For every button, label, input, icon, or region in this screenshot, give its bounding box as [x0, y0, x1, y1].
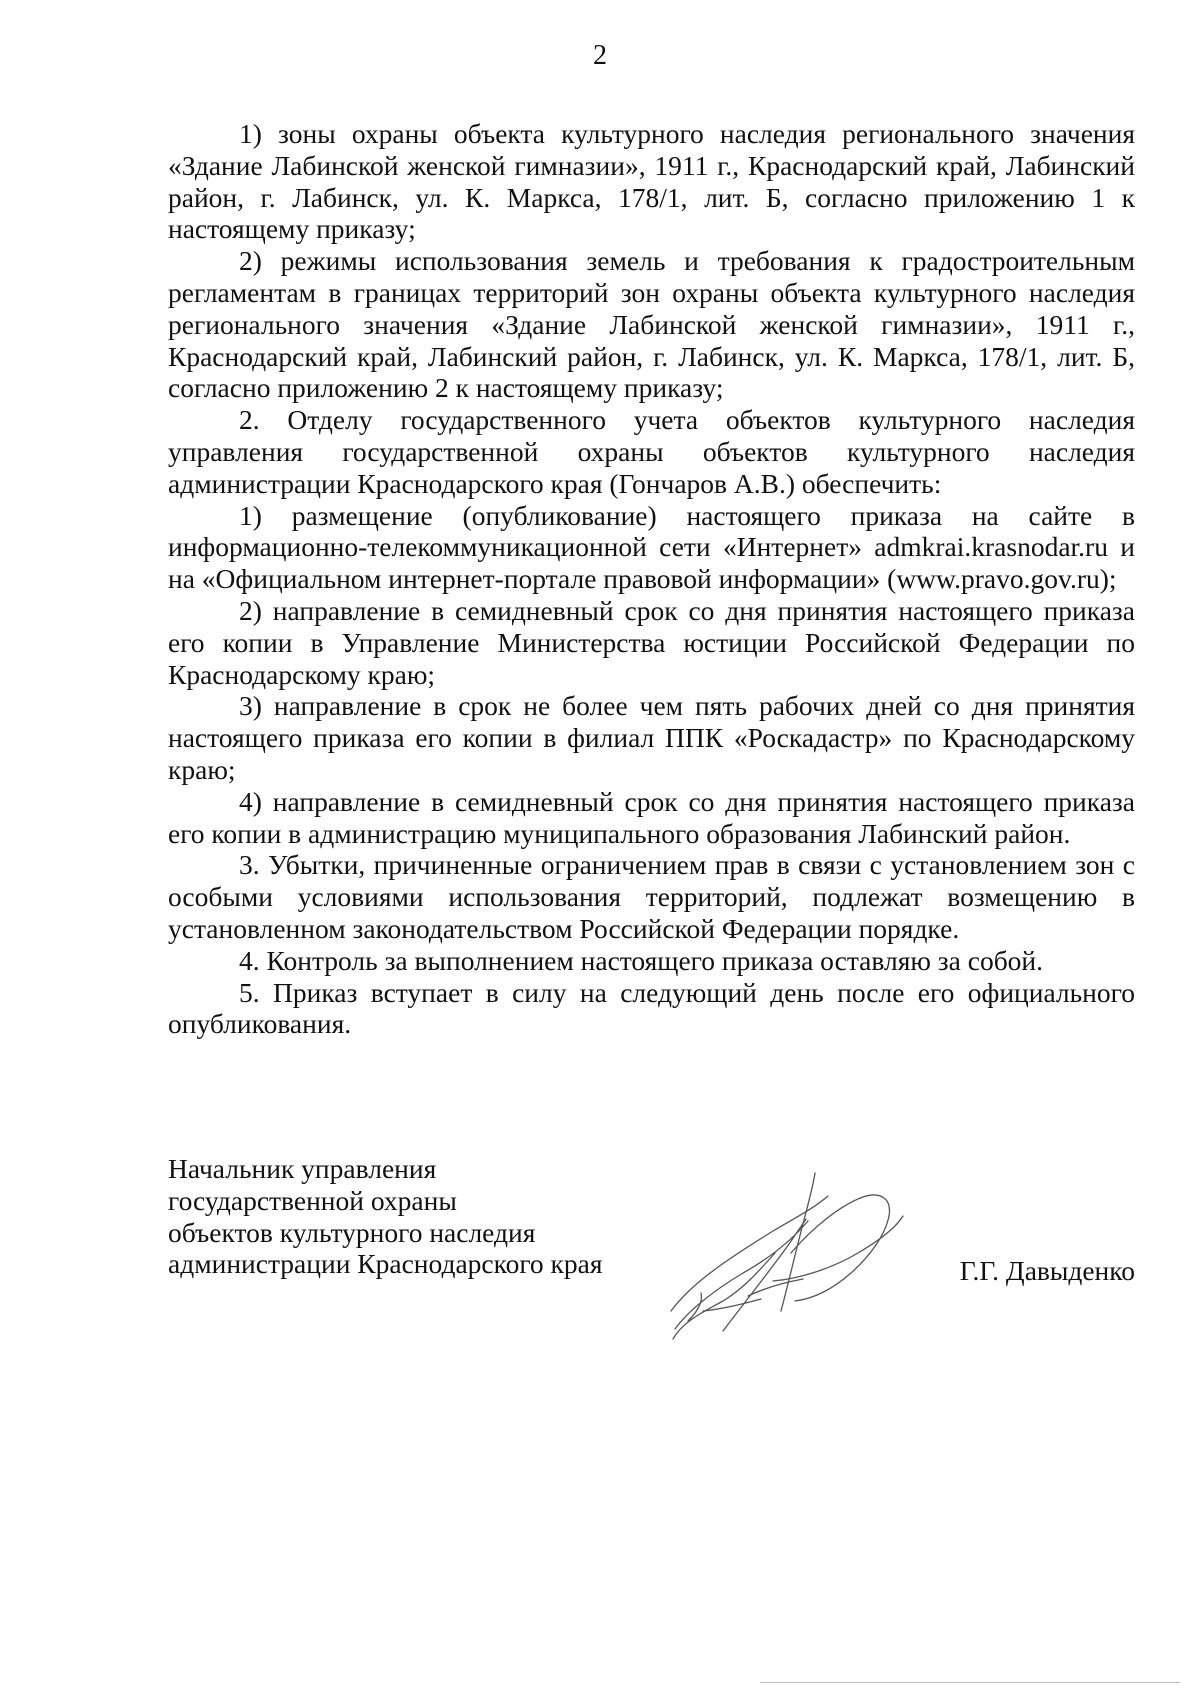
paragraph-zones: 1) зоны охраны объекта культурного наследия регионального значения «Здание Лабинской женской гимназии», 1911 г., Краснодарский край, Лабинский район, г. Лабинск, ул. К. Маркса, 178/1, лит. Б, согласно приложению 1 к настоящему приказу; — [168, 118, 1135, 245]
paragraph-publication: 1) размещение (опубликование) настоящего приказа на сайте в информационно-телекоммуникационной сети «Интернет» admkrai.krasnodar.ru и на «Официальном интернет-портале правовой информации» (www.pravo.gov.ru); — [168, 499, 1135, 595]
signer-title — [168, 1153, 688, 1280]
footer-rule — [760, 1682, 1180, 1683]
handwritten-signature — [663, 1161, 923, 1346]
signature-block — [168, 1153, 1135, 1373]
paragraph-entry-into-force: 5. Приказ вступает в силу на следующий день после его официального опубликования. — [168, 976, 1135, 1040]
signer-title-line: объектов культурного наследия — [168, 1216, 536, 1248]
paragraph-cadastre-copy: 3) направление в срок не более чем пять рабочих дней со дня принятия настоящего приказа его копии в филиал ППК «Роскадастр» по Краснодарскому краю; — [168, 690, 1135, 785]
paragraph-department-duties: 2. Отделу государственного учета объектов культурного наследия управления государственной охраны объектов культурного наследия администрации Краснодарского края (Гончаров А.В.) обеспечить: — [168, 404, 1135, 499]
page-number: 2 — [593, 40, 607, 71]
paragraph-losses: 3. Убытки, причиненные ограничением прав в связи с установлением зон с особыми условиями использования территорий, подлежат возмещению в установленном законодательством Российской Федерации порядке. — [168, 849, 1135, 944]
paragraph-municipality-copy: 4) направление в семидневный срок со дня принятия настоящего приказа его копии в администрацию муниципального образования Лабинский район. — [168, 785, 1135, 849]
signer-title-line: государственной охраны — [168, 1184, 457, 1216]
signer-title-line: администрации Краснодарского края — [168, 1248, 603, 1280]
paragraph-land-regimes: 2) режимы использования земель и требования к градостроительным регламентам в границах территорий зон охраны объекта культурного наследия регионального значения «Здание Лабинской женской гимназии», 1911 г., Краснодарский край, Лабинский район, г. Лабинск, ул. К. Маркса, 178/1, лит. Б, согласно приложению 2 к настоящему приказу; — [168, 245, 1135, 404]
document-body — [168, 118, 1135, 1040]
paragraph-ministry-copy: 2) направление в семидневный срок со дня принятия настоящего приказа его копии в Управление Министерства юстиции Российской Федерации по Краснодарскому краю; — [168, 594, 1135, 690]
signer-title-line: Начальник управления — [168, 1153, 437, 1184]
paragraph-control: 4. Контроль за выполнением настоящего приказа оставляю за собой. — [239, 944, 1044, 976]
signer-name: Г.Г. Давыденко — [959, 1255, 1135, 1286]
